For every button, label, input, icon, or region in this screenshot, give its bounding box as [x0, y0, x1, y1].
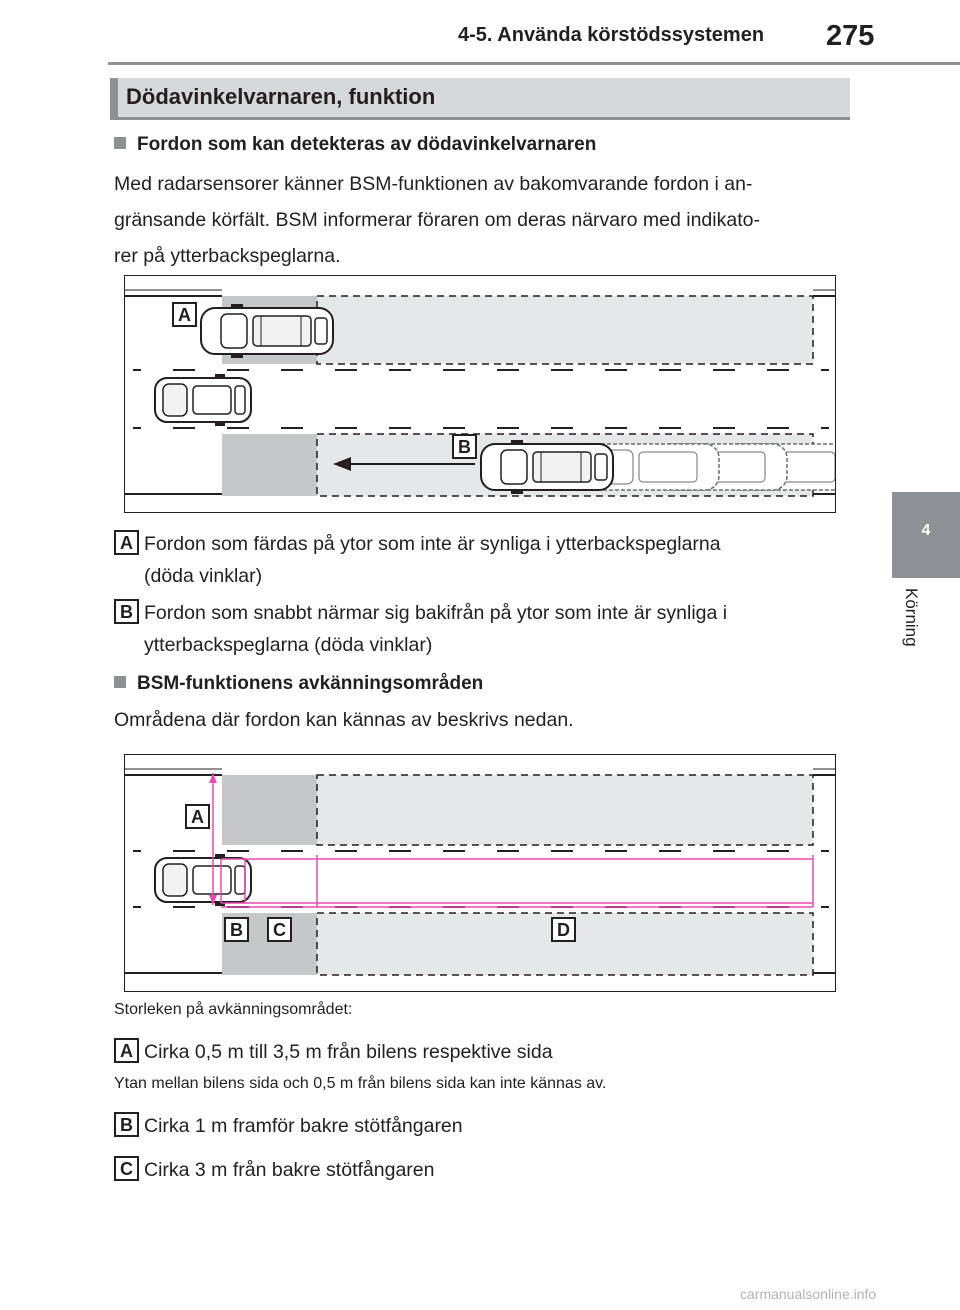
callout-line: ytterbackspeglarna (döda vinklar) — [144, 634, 433, 656]
detection-paragraph: Områdena där fordon kan kännas av beskrivs nedan. — [114, 709, 574, 731]
blind-spot-zone-left-far — [317, 296, 813, 364]
page-heading: Dödavinkelvarnaren, funktion — [126, 84, 436, 109]
subheading-text: BSM-funktionens avkänningsområden — [137, 673, 484, 694]
subheading-detectable-vehicles — [114, 134, 596, 156]
callout-line: (döda vinklar) — [144, 565, 263, 587]
callout-badge-a: A — [114, 530, 139, 555]
figure-label-d: D — [551, 917, 576, 942]
subheading-text: Fordon som kan detekteras av dödavinkelvarnaren — [137, 134, 597, 155]
figure-label-c: C — [267, 917, 292, 942]
callout-badge-b: B — [114, 599, 139, 624]
vehicle-in-blind-spot — [201, 304, 333, 358]
figure-label-a: A — [185, 804, 210, 829]
chapter-tab-number: 4 — [921, 522, 931, 539]
watermark: carmanualsonline.info — [740, 1286, 877, 1302]
square-bullet-icon — [114, 676, 126, 688]
approaching-vehicle — [481, 440, 613, 494]
paragraph-line: Med radarsensorer känner BSM-funktionen av bakomvarande fordon i an- — [114, 173, 753, 195]
callout-text: Cirka 3 m från bakre stötfångaren — [144, 1159, 435, 1181]
size-caption: Storleken på avkänningsområdet: — [114, 1001, 353, 1018]
detection-zone-left-near — [222, 775, 317, 845]
callout-text: Cirka 0,5 m till 3,5 m från bilens respektive sida — [144, 1041, 553, 1063]
note-text: Ytan mellan bilens sida och 0,5 m från bilens sida kan inte kännas av. — [114, 1075, 607, 1092]
intro-paragraph — [114, 166, 854, 274]
page-number: 275 — [826, 20, 875, 52]
paragraph-line: rer på ytterbackspeglarna. — [114, 245, 341, 267]
size-callout-a — [114, 1036, 874, 1068]
section-title: 4-5. Använda körstödssystemen — [458, 24, 765, 46]
chapter-tab-label: Körning — [902, 588, 921, 647]
figure-label-b: B — [452, 434, 477, 459]
figure-label-a: A — [172, 302, 197, 327]
size-callout-c — [114, 1154, 874, 1186]
detection-zone-left-far — [317, 775, 813, 845]
callout-badge-b: B — [114, 1112, 139, 1137]
figure-2-illustration — [125, 755, 835, 991]
callout-line: Fordon som färdas på ytor som inte är synliga i ytterbackspeglarna — [144, 533, 721, 555]
figure-detection-areas — [124, 754, 836, 992]
callout-badge-a: A — [114, 1038, 139, 1063]
header-rule — [108, 62, 960, 65]
figure-label-b: B — [224, 917, 249, 942]
subheading-detection-areas — [114, 673, 483, 695]
figure-detectable-vehicles — [124, 275, 836, 513]
callout-line: Fordon som snabbt närmar sig bakifrån på ytor som inte är synliga i — [144, 602, 728, 624]
callout-b — [114, 597, 874, 661]
callout-a — [114, 528, 874, 592]
square-bullet-icon — [114, 137, 126, 149]
own-vehicle — [155, 854, 251, 906]
callout-badge-c: C — [114, 1156, 139, 1181]
size-callout-b — [114, 1110, 874, 1142]
figure-1-illustration — [125, 276, 835, 512]
callout-text: Cirka 1 m framför bakre stötfångaren — [144, 1115, 463, 1137]
blind-spot-zone-right-near — [222, 434, 317, 496]
paragraph-line: gränsande körfält. BSM informerar föraren om deras närvaro med indikato- — [114, 209, 760, 231]
own-vehicle — [155, 374, 251, 426]
